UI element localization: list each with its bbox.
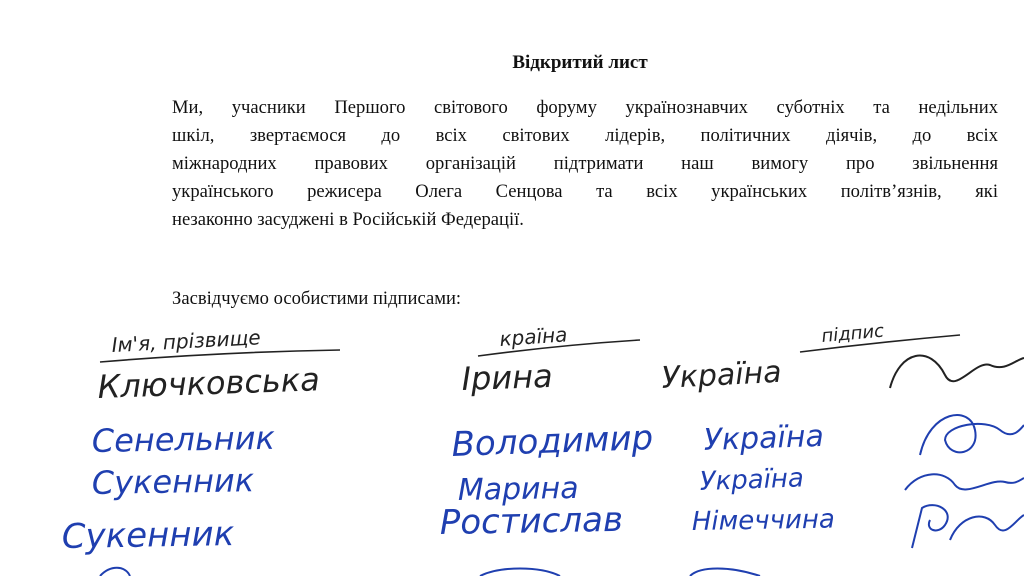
row-4-country: Німеччина — [691, 504, 836, 537]
row-2-first-name: Володимир — [450, 417, 654, 465]
row-1-first-name: Ірина — [460, 356, 554, 398]
body-line-2: шкіл, звертаємося до всіх світових лідерів, політичних діячів, до всіх — [172, 125, 998, 146]
row-4-name: Сукенник — [61, 513, 235, 557]
header-country: країна — [498, 322, 569, 351]
row-3-signature-mark — [905, 474, 1024, 490]
body-line-4: українського режисера Олега Сенцова та всіх українських політв’язнів, які — [172, 181, 998, 202]
row-2-country: Україна — [703, 418, 825, 458]
header-signature: підпис — [820, 320, 885, 347]
row-4-signature-mark — [912, 505, 1024, 548]
row-1-country: Україна — [660, 354, 783, 396]
row-3-country: Україна — [699, 463, 805, 497]
cropped-next-row-marks — [100, 568, 760, 576]
body-line-5: незаконно засуджені в Російській Федерації. — [172, 209, 524, 230]
body-line-1: Ми, учасники Першого світового форуму українознавчих суботніх та недільних — [172, 97, 998, 118]
row-2-name: Сенельник — [91, 418, 276, 460]
row-1-signature-mark — [890, 356, 1024, 388]
header-name: Ім'я, прізвище — [111, 325, 262, 357]
row-3-name: Сукенник — [91, 461, 255, 502]
body-line-3: міжнародних правових організацій підтримати наш вимогу про звільнення — [172, 153, 998, 174]
attestation-line: Засвідчуємо особистими підписами: — [172, 288, 462, 309]
row-2-signature-mark — [920, 415, 1024, 455]
row-4-first-name: Ростислав — [439, 499, 624, 543]
letter-title: Відкритий лист — [512, 52, 648, 73]
row-1-name: Ключковська — [96, 360, 321, 406]
row-3-first-name: Марина — [457, 470, 579, 508]
